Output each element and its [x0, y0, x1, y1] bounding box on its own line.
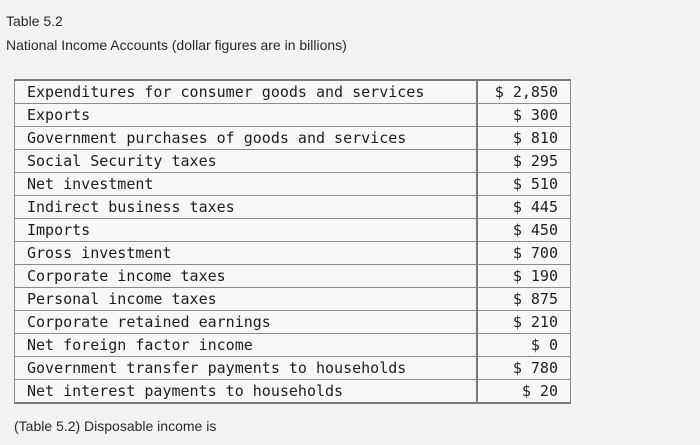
row-label: Net interest payments to households	[15, 380, 478, 404]
table-caption: Table 5.2	[6, 13, 63, 29]
row-label: Gross investment	[15, 242, 478, 265]
table-row	[15, 104, 571, 127]
row-value: $ 190	[477, 265, 570, 288]
table-row	[15, 334, 571, 357]
row-label: Corporate income taxes	[15, 265, 478, 288]
row-value: $ 0	[477, 334, 570, 357]
row-value: $ 295	[477, 150, 570, 173]
row-value: $ 875	[477, 288, 570, 311]
table-row	[15, 127, 571, 150]
row-value: $ 2,850	[477, 80, 570, 104]
table-row	[15, 219, 571, 242]
table-row	[15, 357, 571, 380]
table-row	[15, 242, 571, 265]
row-label: Net foreign factor income	[15, 334, 478, 357]
row-label: Expenditures for consumer goods and services	[15, 80, 478, 104]
row-label: Indirect business taxes	[15, 196, 478, 219]
row-value: $ 780	[477, 357, 570, 380]
table-row	[15, 380, 571, 404]
table-row	[15, 173, 571, 196]
row-value: $ 810	[477, 127, 570, 150]
row-value: $ 20	[477, 380, 570, 404]
table-body	[15, 80, 571, 403]
row-label: Personal income taxes	[15, 288, 478, 311]
row-label: Government purchases of goods and services	[15, 127, 478, 150]
row-label: Government transfer payments to households	[15, 357, 478, 380]
row-value: $ 700	[477, 242, 570, 265]
row-label: Exports	[15, 104, 478, 127]
row-label: Net investment	[15, 173, 478, 196]
row-value: $ 300	[477, 104, 570, 127]
table-row	[15, 288, 571, 311]
row-value: $ 210	[477, 311, 570, 334]
table-row	[15, 150, 571, 173]
row-label: Imports	[15, 219, 478, 242]
table-row	[15, 311, 571, 334]
row-value: $ 445	[477, 196, 570, 219]
table-row	[15, 265, 571, 288]
table-row	[15, 196, 571, 219]
national-income-table	[14, 79, 571, 404]
row-value: $ 450	[477, 219, 570, 242]
row-label: Social Security taxes	[15, 150, 478, 173]
table-row	[15, 80, 571, 104]
row-label: Corporate retained earnings	[15, 311, 478, 334]
row-value: $ 510	[477, 173, 570, 196]
question-text: (Table 5.2) Disposable income is	[14, 418, 217, 434]
table-subtitle: National Income Accounts (dollar figures are in billions)	[6, 37, 347, 53]
